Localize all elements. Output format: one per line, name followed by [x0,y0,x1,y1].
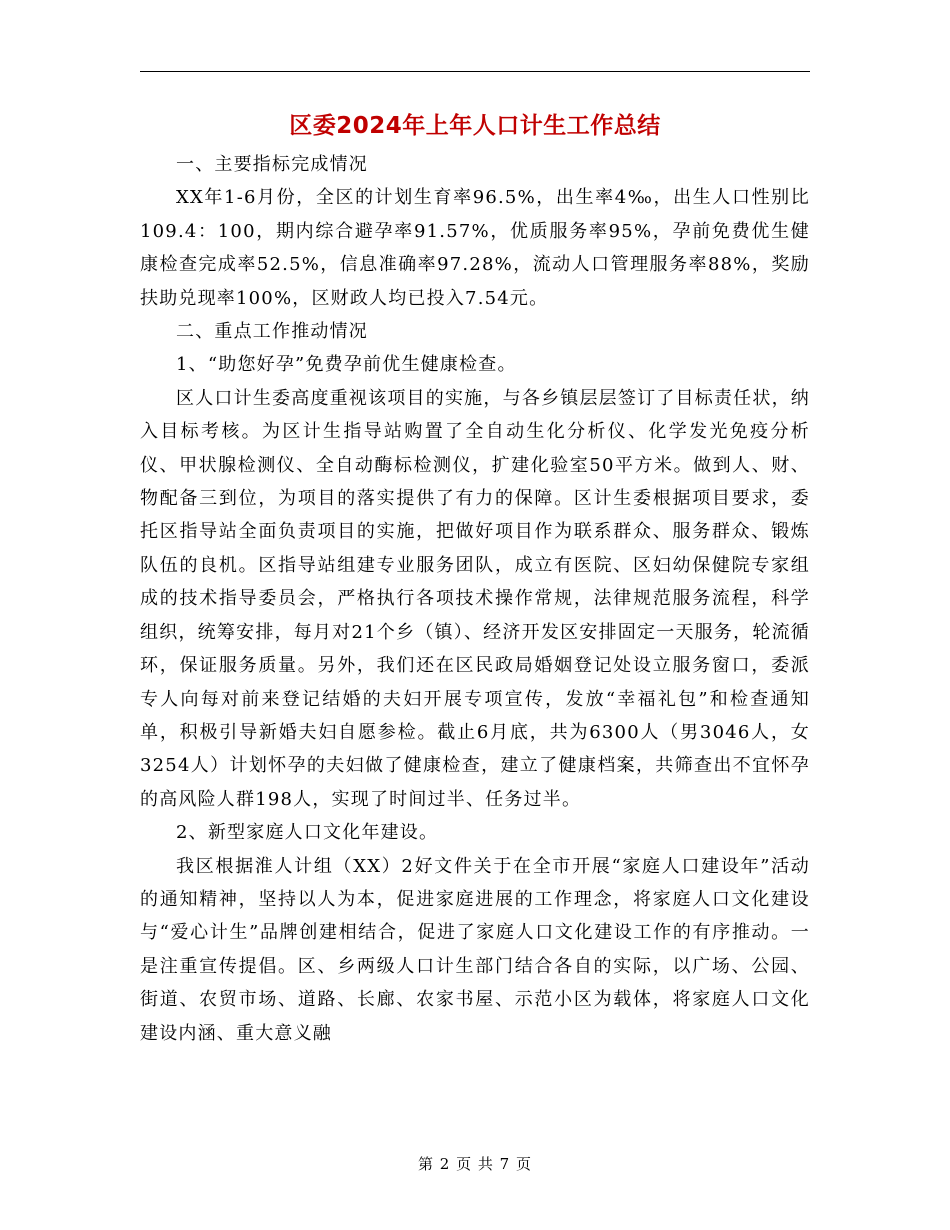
section-heading-indicators: 一、主要指标完成情况 [176,154,368,175]
section-paragraph-indicators: XX年1-6月份，全区的计划生育率96.5%，出生率4‰，出生人口性别比109.4：100，期内综合避孕率91.57%，优质服务率95%，孕前免费优生健康检查完成率52.5%，信息准确率97.28%，流动人口管理服务率88%，奖励扶助兑现率100%，区财政人均已投入7.54元。 [140,187,810,309]
header-rule [140,71,810,72]
item-paragraph-family-culture: 我区根据淮人计组（XX）2好文件关于在全市开展“家庭人口建设年”活动的通知精神，坚持以人为本，促进家庭进展的工作理念，将家庭人口文化建设与“爱心计生”品牌创建相结合，促进了家庭人口文化建设工作的有序推动。一是注重宣传提倡。区、乡两级人口计生部门结合各自的实际，以广场、公园、街道、农贸市场、道路、长廊、农家书屋、示范小区为载体，将家庭人口文化建设内涵、重大意义融 [140,855,810,1044]
item-heading-family-culture: 2、新型家庭人口文化年建设。 [176,822,439,844]
document-title: 区委2024年上年人口计生工作总结 [289,113,661,139]
item-paragraph-health-check: 区人口计生委高度重视该项目的实施，与各乡镇层层签订了目标责任状，纳入目标考核。为区计生指导站购置了全自动生化分析仪、化学发光免疫分析仪、甲状腺检测仪、全自动酶标检测仪，扩建化验室50平方米。做到人、财、物配备三到位，为项目的落实提供了有力的保障。区计生委根据项目要求，委托区指导站全面负责项目的实施，把做好项目作为联系群众、服务群众、锻炼队伍的良机。区指导站组建专业服务团队，成立有医院、区妇幼保健院专家组成的技术指导委员会，严格执行各项技术操作常规，法律规范服务流程，科学组织，统筹安排，每月对21个乡（镇）、经济开发区安排固定一天服务，轮流循环，保证服务质量。另外，我们还在区民政局婚姻登记处设立服务窗口，委派专人向每对前来登记结婚的夫妇开展专项宣传，发放“幸福礼包”和检查通知单，积极引导新婚夫妇自愿参检。截止6月底，共为6300人（男3046人，女3254人）计划怀孕的夫妇做了健康检查，建立了健康档案，共筛查出不宜怀孕的高风险人群198人，实现了时间过半、任务过半。 [140,387,810,810]
section-heading-key-work: 二、重点工作推动情况 [176,321,368,343]
page-number-footer: 第 2 页 共 7 页 [418,1155,532,1173]
document-body [140,148,810,1050]
item-heading-health-check: 1、“助您好孕”免费孕前优生健康检查。 [176,354,517,376]
